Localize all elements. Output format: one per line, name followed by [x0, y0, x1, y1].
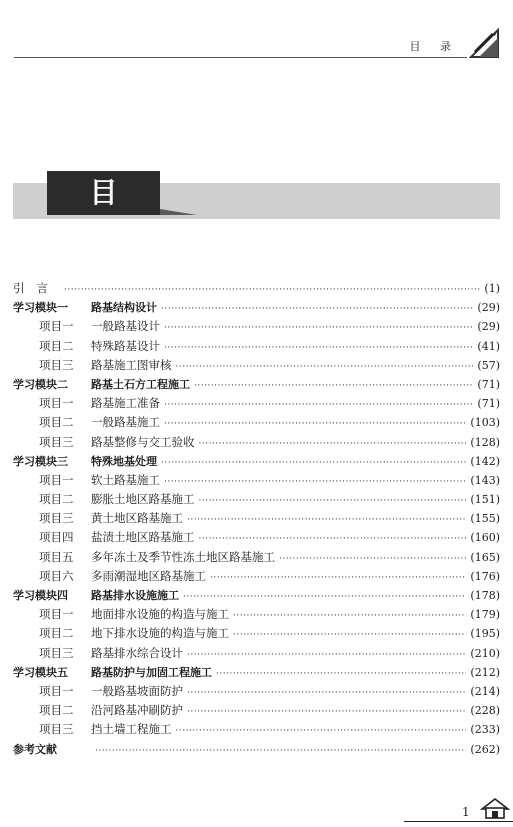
toc-item-row[interactable] — [13, 568, 500, 587]
toc-entry-label: 项目二 — [39, 338, 74, 353]
toc-page-number: (29) — [477, 320, 500, 334]
toc-page-number: (212) — [470, 665, 500, 679]
toc-entry-title: 膨胀土地区路基施工 — [91, 492, 195, 507]
toc-entry-title: 路基施工准备 — [91, 396, 160, 411]
toc-module-row[interactable] — [13, 587, 500, 606]
toc-module-row[interactable] — [13, 453, 500, 472]
dot-leader — [199, 496, 467, 506]
toc-entry-title: 路基施工图审核 — [91, 357, 172, 372]
toc-item-row[interactable] — [13, 491, 500, 510]
toc-page-number: (57) — [477, 358, 500, 372]
toc-entry-title: 多年冻土及季节性冻土地区路基施工 — [91, 549, 275, 564]
toc-entry-label: 项目三 — [39, 722, 74, 737]
toc-page-number: (71) — [477, 397, 500, 411]
dot-leader — [64, 285, 480, 295]
toc-entry-label: 学习模块二 — [13, 377, 68, 391]
running-header — [14, 28, 499, 58]
dot-leader — [164, 343, 473, 353]
toc-entry-title: 特殊路基设计 — [91, 338, 160, 353]
dot-leader — [187, 515, 466, 525]
toc-entry-label: 项目二 — [39, 415, 74, 430]
toc-entry-title: 挡土墙工程施工 — [91, 722, 172, 737]
table-of-contents — [13, 280, 500, 760]
toc-item-row[interactable] — [13, 414, 500, 433]
running-title: 目 录 — [409, 40, 459, 53]
toc-page-number: (151) — [470, 493, 500, 507]
toc-entry-label: 引言 — [13, 281, 60, 295]
toc-page-number: (178) — [470, 589, 500, 602]
toc-entry-title: 一般路基设计 — [91, 319, 160, 334]
toc-page-number: (41) — [477, 339, 500, 353]
toc-entry-label: 项目五 — [39, 549, 74, 564]
toc-entry-label: 学习模块一 — [13, 301, 68, 315]
dot-leader — [187, 707, 466, 717]
dot-leader — [233, 630, 466, 640]
toc-page-number: (233) — [470, 723, 500, 737]
toc-module-row[interactable] — [13, 299, 500, 318]
toc-entry-label: 学习模块四 — [13, 589, 68, 602]
toc-entry-label: 项目四 — [39, 530, 74, 545]
dot-leader — [164, 323, 473, 333]
toc-item-row[interactable] — [13, 702, 500, 721]
dot-leader — [187, 650, 466, 660]
toc-entry-label: 项目三 — [39, 645, 74, 660]
toc-page-number: (143) — [470, 473, 500, 487]
dot-leader — [161, 304, 473, 314]
toc-page-number: (1) — [484, 282, 500, 295]
house-icon — [480, 797, 510, 819]
toc-item-row[interactable] — [13, 472, 500, 491]
dot-leader — [279, 554, 466, 564]
toc-entry-label: 项目二 — [39, 626, 74, 641]
toc-item-row[interactable] — [13, 357, 500, 376]
dot-leader — [164, 400, 473, 410]
toc-item-row[interactable] — [13, 645, 500, 664]
toc-entry-title: 路基排水设施施工 — [91, 589, 179, 602]
dot-leader — [183, 592, 466, 602]
toc-entry-label: 参考文献 — [13, 742, 57, 756]
toc-item-row[interactable] — [13, 395, 500, 414]
toc-entry-title: 黄土地区路基施工 — [91, 511, 183, 526]
toc-entry-title: 一般路基施工 — [91, 415, 160, 430]
toc-entry-label: 学习模块五 — [13, 665, 68, 679]
toc-entry-title: 地下排水设施的构造与施工 — [91, 626, 229, 641]
ruler-pencil-icon — [469, 28, 499, 58]
dot-leader — [176, 726, 467, 736]
toc-entry-label: 项目二 — [39, 703, 74, 718]
toc-entry-title: 多雨潮湿地区路基施工 — [91, 568, 206, 583]
toc-page-number: (262) — [470, 742, 500, 756]
contents-banner — [13, 176, 500, 253]
toc-page-number: (165) — [470, 550, 500, 564]
toc-entry-title: 盐渍土地区路基施工 — [91, 530, 195, 545]
toc-entry-label: 项目一 — [39, 319, 74, 334]
dot-leader — [95, 746, 466, 756]
dot-leader — [164, 419, 466, 429]
toc-page-number: (195) — [470, 627, 500, 641]
toc-item-row[interactable] — [13, 529, 500, 548]
toc-page-number: (210) — [470, 646, 500, 660]
page-number: 1 — [462, 805, 470, 819]
toc-page-number: (176) — [470, 569, 500, 583]
toc-item-row[interactable] — [13, 721, 500, 740]
toc-entry-label: 项目二 — [39, 492, 74, 507]
banner-title: 目 录 — [80, 176, 136, 253]
dot-leader — [199, 534, 467, 544]
toc-item-row[interactable] — [13, 549, 500, 568]
toc-entry-label: 项目三 — [39, 511, 74, 526]
toc-entry-title: 特殊地基处理 — [91, 454, 157, 468]
toc-page-number: (103) — [470, 416, 500, 430]
toc-page-number: (71) — [477, 377, 500, 391]
toc-entry-title: 沿河路基冲刷防护 — [91, 703, 183, 718]
dot-leader — [210, 573, 466, 583]
dot-leader — [233, 611, 466, 621]
toc-entry-title: 软土路基施工 — [91, 472, 160, 487]
page-footer — [0, 795, 513, 825]
toc-entry-label: 项目三 — [39, 434, 74, 449]
toc-module-row[interactable] — [13, 741, 500, 760]
toc-page-number: (179) — [470, 608, 500, 622]
toc-page-number: (142) — [470, 454, 500, 468]
toc-module-row[interactable] — [13, 664, 500, 683]
toc-page-number: (128) — [470, 435, 500, 449]
toc-page-number: (160) — [470, 531, 500, 545]
toc-entry-title: 地面排水设施的构造与施工 — [91, 607, 229, 622]
toc-entry-label: 项目一 — [39, 396, 74, 411]
toc-entry-label: 项目六 — [39, 568, 74, 583]
toc-item-row[interactable] — [13, 510, 500, 529]
toc-item-row[interactable] — [13, 338, 500, 357]
toc-entry-title: 路基整修与交工验收 — [91, 434, 195, 449]
dot-leader — [194, 381, 473, 391]
toc-page-number: (29) — [477, 301, 500, 315]
dot-leader — [216, 669, 466, 679]
toc-item-row[interactable] — [13, 625, 500, 644]
toc-item-row[interactable] — [13, 434, 500, 453]
toc-entry-label: 学习模块三 — [13, 454, 68, 468]
toc-item-row[interactable] — [13, 318, 500, 337]
toc-page-number: (155) — [470, 512, 500, 526]
toc-entry-label: 项目三 — [39, 357, 74, 372]
toc-entry-title: 路基防护与加固工程施工 — [91, 665, 212, 679]
header-rule — [14, 57, 467, 58]
toc-entry-title: 路基土石方工程施工 — [91, 377, 190, 391]
dot-leader — [164, 477, 466, 487]
footer-rule — [404, 821, 513, 822]
toc-page-number: (214) — [470, 684, 500, 698]
dot-leader — [176, 362, 474, 372]
toc-entry-title: 路基排水综合设计 — [91, 645, 183, 660]
toc-item-row[interactable] — [13, 683, 500, 702]
toc-entry-title: 路基结构设计 — [91, 301, 157, 315]
toc-module-row[interactable] — [13, 376, 500, 395]
toc-page-number: (228) — [470, 704, 500, 718]
toc-entry-label: 项目一 — [39, 683, 74, 698]
toc-intro-row[interactable] — [13, 280, 500, 299]
dot-leader — [187, 688, 466, 698]
toc-entry-title: 一般路基坡面防护 — [91, 683, 183, 698]
toc-item-row[interactable] — [13, 606, 500, 625]
dot-leader — [161, 458, 466, 468]
dot-leader — [199, 439, 467, 449]
toc-entry-label: 项目一 — [39, 607, 74, 622]
toc-entry-label: 项目一 — [39, 472, 74, 487]
